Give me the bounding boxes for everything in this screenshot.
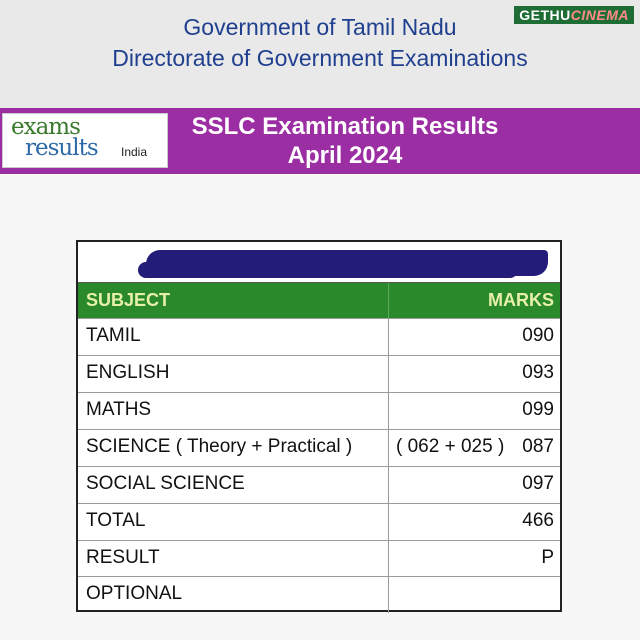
results-title-band (0, 108, 640, 174)
government-header (0, 0, 640, 108)
table-row (78, 576, 560, 612)
column-divider (388, 504, 389, 540)
column-divider (388, 393, 389, 429)
column-divider (388, 541, 389, 577)
exam-session: April 2024 (287, 142, 403, 169)
site-logo[interactable] (2, 113, 168, 168)
results-table (76, 240, 562, 612)
column-divider (388, 467, 389, 503)
row-subject: SCIENCE ( Theory + Practical ) (86, 436, 353, 457)
government-title: Government of Tamil Nadu (183, 14, 457, 40)
column-divider (388, 430, 389, 466)
row-breakdown: ( 062 + 025 ) (396, 436, 505, 457)
watermark-logo (514, 6, 634, 24)
column-divider (388, 319, 389, 355)
row-subject: SOCIAL SCIENCE (86, 473, 245, 494)
row-marks: P (541, 547, 554, 568)
table-row (78, 466, 560, 502)
column-divider (388, 356, 389, 392)
table-row (78, 503, 560, 539)
table-row (78, 392, 560, 428)
watermark-part2: CINEMA (570, 7, 629, 23)
student-name-strip (78, 242, 560, 282)
row-marks: 093 (522, 362, 554, 383)
column-divider (388, 577, 389, 613)
table-row (78, 355, 560, 391)
redaction-scribble (138, 262, 518, 278)
watermark-part1: GETHU (519, 7, 571, 23)
logo-word-exams: exams (11, 114, 80, 140)
logo-word-country: India (121, 145, 148, 159)
column-header-marks: MARKS (488, 290, 554, 310)
directorate-title: Directorate of Government Examinations (112, 45, 528, 71)
table-row (78, 429, 560, 465)
table-header-row (78, 282, 560, 319)
row-marks: 097 (522, 473, 554, 494)
row-marks: 087 (522, 436, 554, 457)
row-subject: OPTIONAL (86, 583, 183, 604)
column-divider (388, 283, 389, 319)
column-header-subject: SUBJECT (86, 290, 171, 310)
row-subject: ENGLISH (86, 362, 170, 383)
row-subject: TAMIL (86, 325, 141, 346)
table-row (78, 540, 560, 576)
row-subject: MATHS (86, 399, 152, 420)
row-marks: 090 (522, 325, 554, 346)
row-marks: 466 (522, 510, 554, 531)
exam-title: SSLC Examination Results (191, 113, 499, 140)
logo-word-results: results (25, 135, 98, 161)
row-marks: 099 (522, 399, 554, 420)
row-subject: RESULT (86, 547, 160, 568)
table-row (78, 318, 560, 354)
row-subject: TOTAL (86, 510, 146, 531)
